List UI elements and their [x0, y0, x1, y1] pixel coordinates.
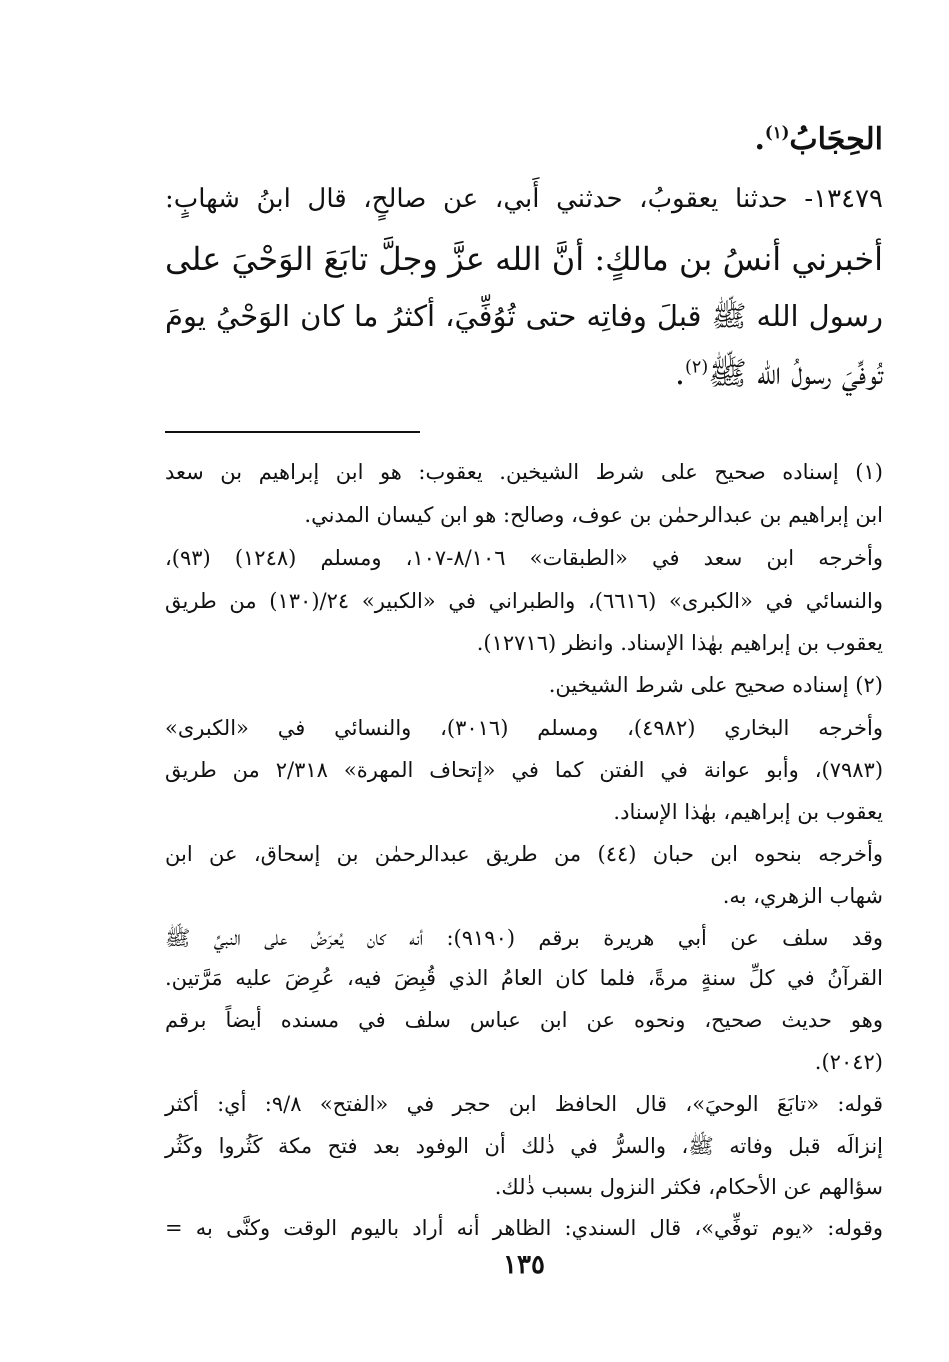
footnote-ref-2: (٢)	[684, 357, 709, 378]
footnote-line: (٢) إسناده صحيح على شرط الشيخين.	[548, 673, 883, 697]
footnote-line: شهاب الزهري، به.	[722, 884, 883, 908]
hadith-header: ١٣٤٧٩- حدثنا يعقوبُ، حدثني أَبي، عن صالحٍ، قال ابنُ شهابٍ:	[165, 184, 883, 214]
footnote-line: القرآنُ في كلِّ سنةٍ مرةً، فلما كان العامُ الذي قُبِضَ فيه، عُرِضَ عليه مَرَّتين.	[165, 966, 883, 990]
text-line-1: الحِجَابُ$^{(١)}$.	[754, 122, 883, 157]
footnote-line: وهو حديث صحيح، ونحوه عن ابن عباس سلف في مسنده أيضاً برقم	[165, 1008, 883, 1032]
hadith-text-line-2: رسول الله ﷺ قبلَ وفاتِه حتى تُوُفِّيَ، أكثرُ ما كان الوَحْيُ يومَ	[165, 299, 883, 333]
footnote-line: (١) إسناده صحيح على شرط الشيخين. يعقوب: هو ابن إبراهيم بن سعد	[165, 460, 883, 484]
footnote-line: والنسائي في «الكبرى» (٦٦١٦)، والطبراني في «الكبير» ٢٤/(١٣٠) من طريق	[165, 589, 883, 613]
footnote-line: ابن إبراهيم بن عبدالرحمٰن بن عوف، وصالح: هو ابن كيسان المدني.	[304, 503, 883, 527]
footnote-ref-1: (١)	[764, 123, 790, 142]
footnote-line: وأخرجه ابن سعد في «الطبقات» ٨/١٠٦-١٠٧، ومسلم (١٢٤٨) (٩٣)،	[165, 546, 884, 570]
footnote-line: (٧٩٨٣)، وأبو عوانة في الفتن كما في «إتحاف المهرة» ٢/٣١٨ من طريق	[165, 758, 884, 782]
footnote-separator	[165, 431, 420, 433]
footnote-line: إنزالَه قبل وفاته ﷺ، والسرُّ في ذٰلك أن الوفود بعد فتح مكة كَثُروا وكَثُر	[165, 1134, 883, 1158]
hadith-text-line-1: أخبرني أنسُ بن مالكٍ: أنَّ الله عزَّ وجلَّ تابَعَ الوَحْيَ على	[165, 240, 883, 278]
footnote-line: وأخرجه بنحوه ابن حبان (٤٤) من طريق عبدالرحمٰن بن إسحاق، عن ابن	[165, 842, 883, 866]
footnote-line: (٢٠٤٢).	[814, 1050, 883, 1074]
footnote-line: قوله: «تابَعَ الوحيَ»، قال الحافظ ابن حجر في «الفتح» ٩/٨: أي: أكثر	[165, 1092, 883, 1116]
hadith-text-line-3: تُوفِّيَ رسولُ الله ﷺ$^{(٢)}$.	[674, 354, 883, 392]
book-page	[165, 0, 883, 1362]
footnote-line: وقوله: «يوم توفِّي»، قال السندي: الظاهر أنه أراد باليوم الوقت وكنَّى به =	[165, 1216, 883, 1240]
footnote-line: وقد سلف عن أبي هريرة برقم (٩١٩٠): أنه كان يُعرَضُ على النبيِّ ﷺ	[165, 926, 883, 950]
footnote-line: يعقوب بن إبراهيم، بهٰذا الإسناد.	[613, 800, 883, 824]
footnote-line: سؤالهم عن الأحكام، فكثر النزول بسبب ذٰلك.	[494, 1175, 883, 1199]
footnote-line: وأخرجه البخاري (٤٩٨٢)، ومسلم (٣٠١٦)، والنسائي في «الكبرى»	[165, 716, 883, 740]
footnote-line: يعقوب بن إبراهيم بهٰذا الإسناد. وانظر (١٢٧١٦).	[476, 631, 883, 655]
page-number: ١٣٥	[503, 1250, 545, 1280]
